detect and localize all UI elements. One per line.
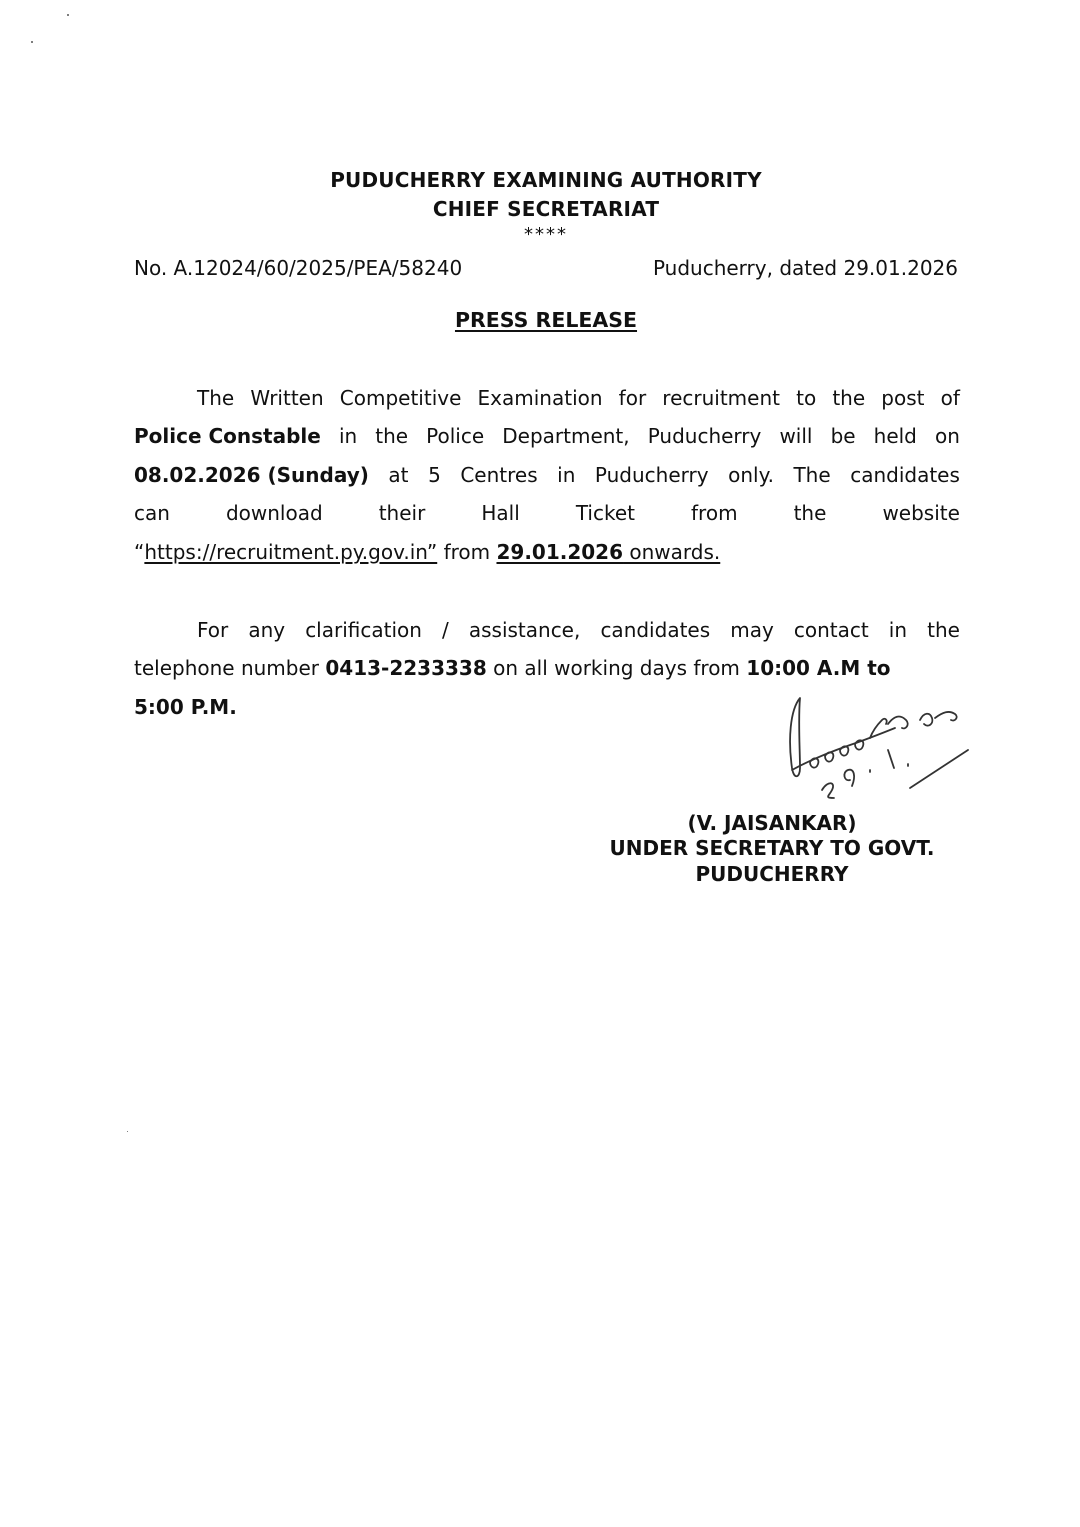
reference-number: No. A.12024/60/2025/PEA/58240 (134, 256, 463, 280)
word: assistance, (468, 618, 581, 642)
post-name: Police Constable (134, 424, 321, 449)
word: Department, (502, 424, 630, 449)
word: from (437, 539, 497, 564)
signatory-place: PUDUCHERRY (695, 862, 849, 886)
word: may (730, 618, 774, 642)
word: on (934, 424, 960, 449)
word: on all working days from (486, 656, 747, 681)
word: Police (426, 424, 485, 449)
word: the (927, 618, 960, 642)
website-link[interactable]: https://recruitment.py.gov.in” (144, 539, 438, 564)
word: telephone number (134, 656, 326, 681)
exam-date: 08.02.2026 (Sunday) (134, 462, 369, 487)
word: to (796, 386, 817, 410)
open-quote: “ (134, 539, 145, 564)
word: Ticket (575, 501, 635, 526)
paragraph-exam-notice (134, 379, 960, 571)
paragraph-line (134, 417, 960, 455)
word: clarification (305, 618, 422, 642)
word: at (388, 462, 409, 487)
word: any (248, 618, 286, 642)
word: post (881, 386, 925, 410)
word: in (557, 462, 576, 487)
scan-speck (31, 41, 33, 43)
word: onwards. (623, 539, 721, 564)
word: the (832, 386, 866, 410)
word: contact (793, 618, 869, 642)
word: Hall (481, 501, 520, 526)
word: from (691, 501, 738, 526)
paragraph-line (134, 649, 960, 687)
signatory-designation: UNDER SECRETARY TO GOVT. (609, 836, 935, 860)
paragraph-line (134, 533, 960, 571)
heading-separator: **** (524, 224, 568, 245)
word: Written (250, 386, 324, 410)
word: only. (728, 462, 774, 487)
word: For (197, 618, 229, 642)
signatory-name: (V. JAISANKAR) (687, 811, 857, 835)
word: in (888, 618, 908, 642)
document-title: PRESS RELEASE (454, 308, 638, 332)
word: download (225, 501, 323, 526)
word: Puducherry (594, 462, 709, 487)
paragraph-line (134, 611, 960, 649)
word: / (442, 618, 449, 642)
word: candidates (850, 462, 960, 487)
word: will (779, 424, 813, 449)
word: Centres (460, 462, 538, 487)
place-date: Puducherry, dated 29.01.2026 (652, 256, 958, 280)
word: can (134, 501, 170, 526)
word: website (882, 501, 960, 526)
word: 5 (428, 462, 441, 487)
reference-row (134, 256, 958, 280)
working-hours-end: 5:00 P.M. (134, 694, 237, 719)
word: the (793, 501, 827, 526)
word: in (338, 424, 358, 449)
scan-speck (67, 14, 69, 16)
handwritten-signature (770, 690, 980, 800)
word: Examination (477, 386, 603, 410)
paragraph-line (134, 379, 960, 417)
working-hours-start: 10:00 A.M to (746, 656, 891, 681)
word: for (618, 386, 647, 410)
word: the (375, 424, 409, 449)
word: of (940, 386, 960, 410)
department-heading: CHIEF SECRETARIAT (432, 197, 660, 221)
word: candidates (600, 618, 711, 642)
word: The (197, 386, 235, 410)
word: Competitive (339, 386, 462, 410)
word: their (378, 501, 426, 526)
word: held (873, 424, 917, 449)
paragraph-line (134, 494, 960, 532)
word: recruitment (662, 386, 780, 410)
word: The (793, 462, 831, 487)
organization-heading: PUDUCHERRY EXAMINING AUTHORITY (330, 168, 762, 192)
scan-speck (127, 1131, 128, 1132)
word: be (830, 424, 856, 449)
telephone-number: 0413-2233338 (325, 656, 487, 681)
hall-ticket-date: 29.01.2026 (496, 539, 624, 564)
word: Puducherry (647, 424, 762, 449)
paragraph-line (134, 456, 960, 494)
